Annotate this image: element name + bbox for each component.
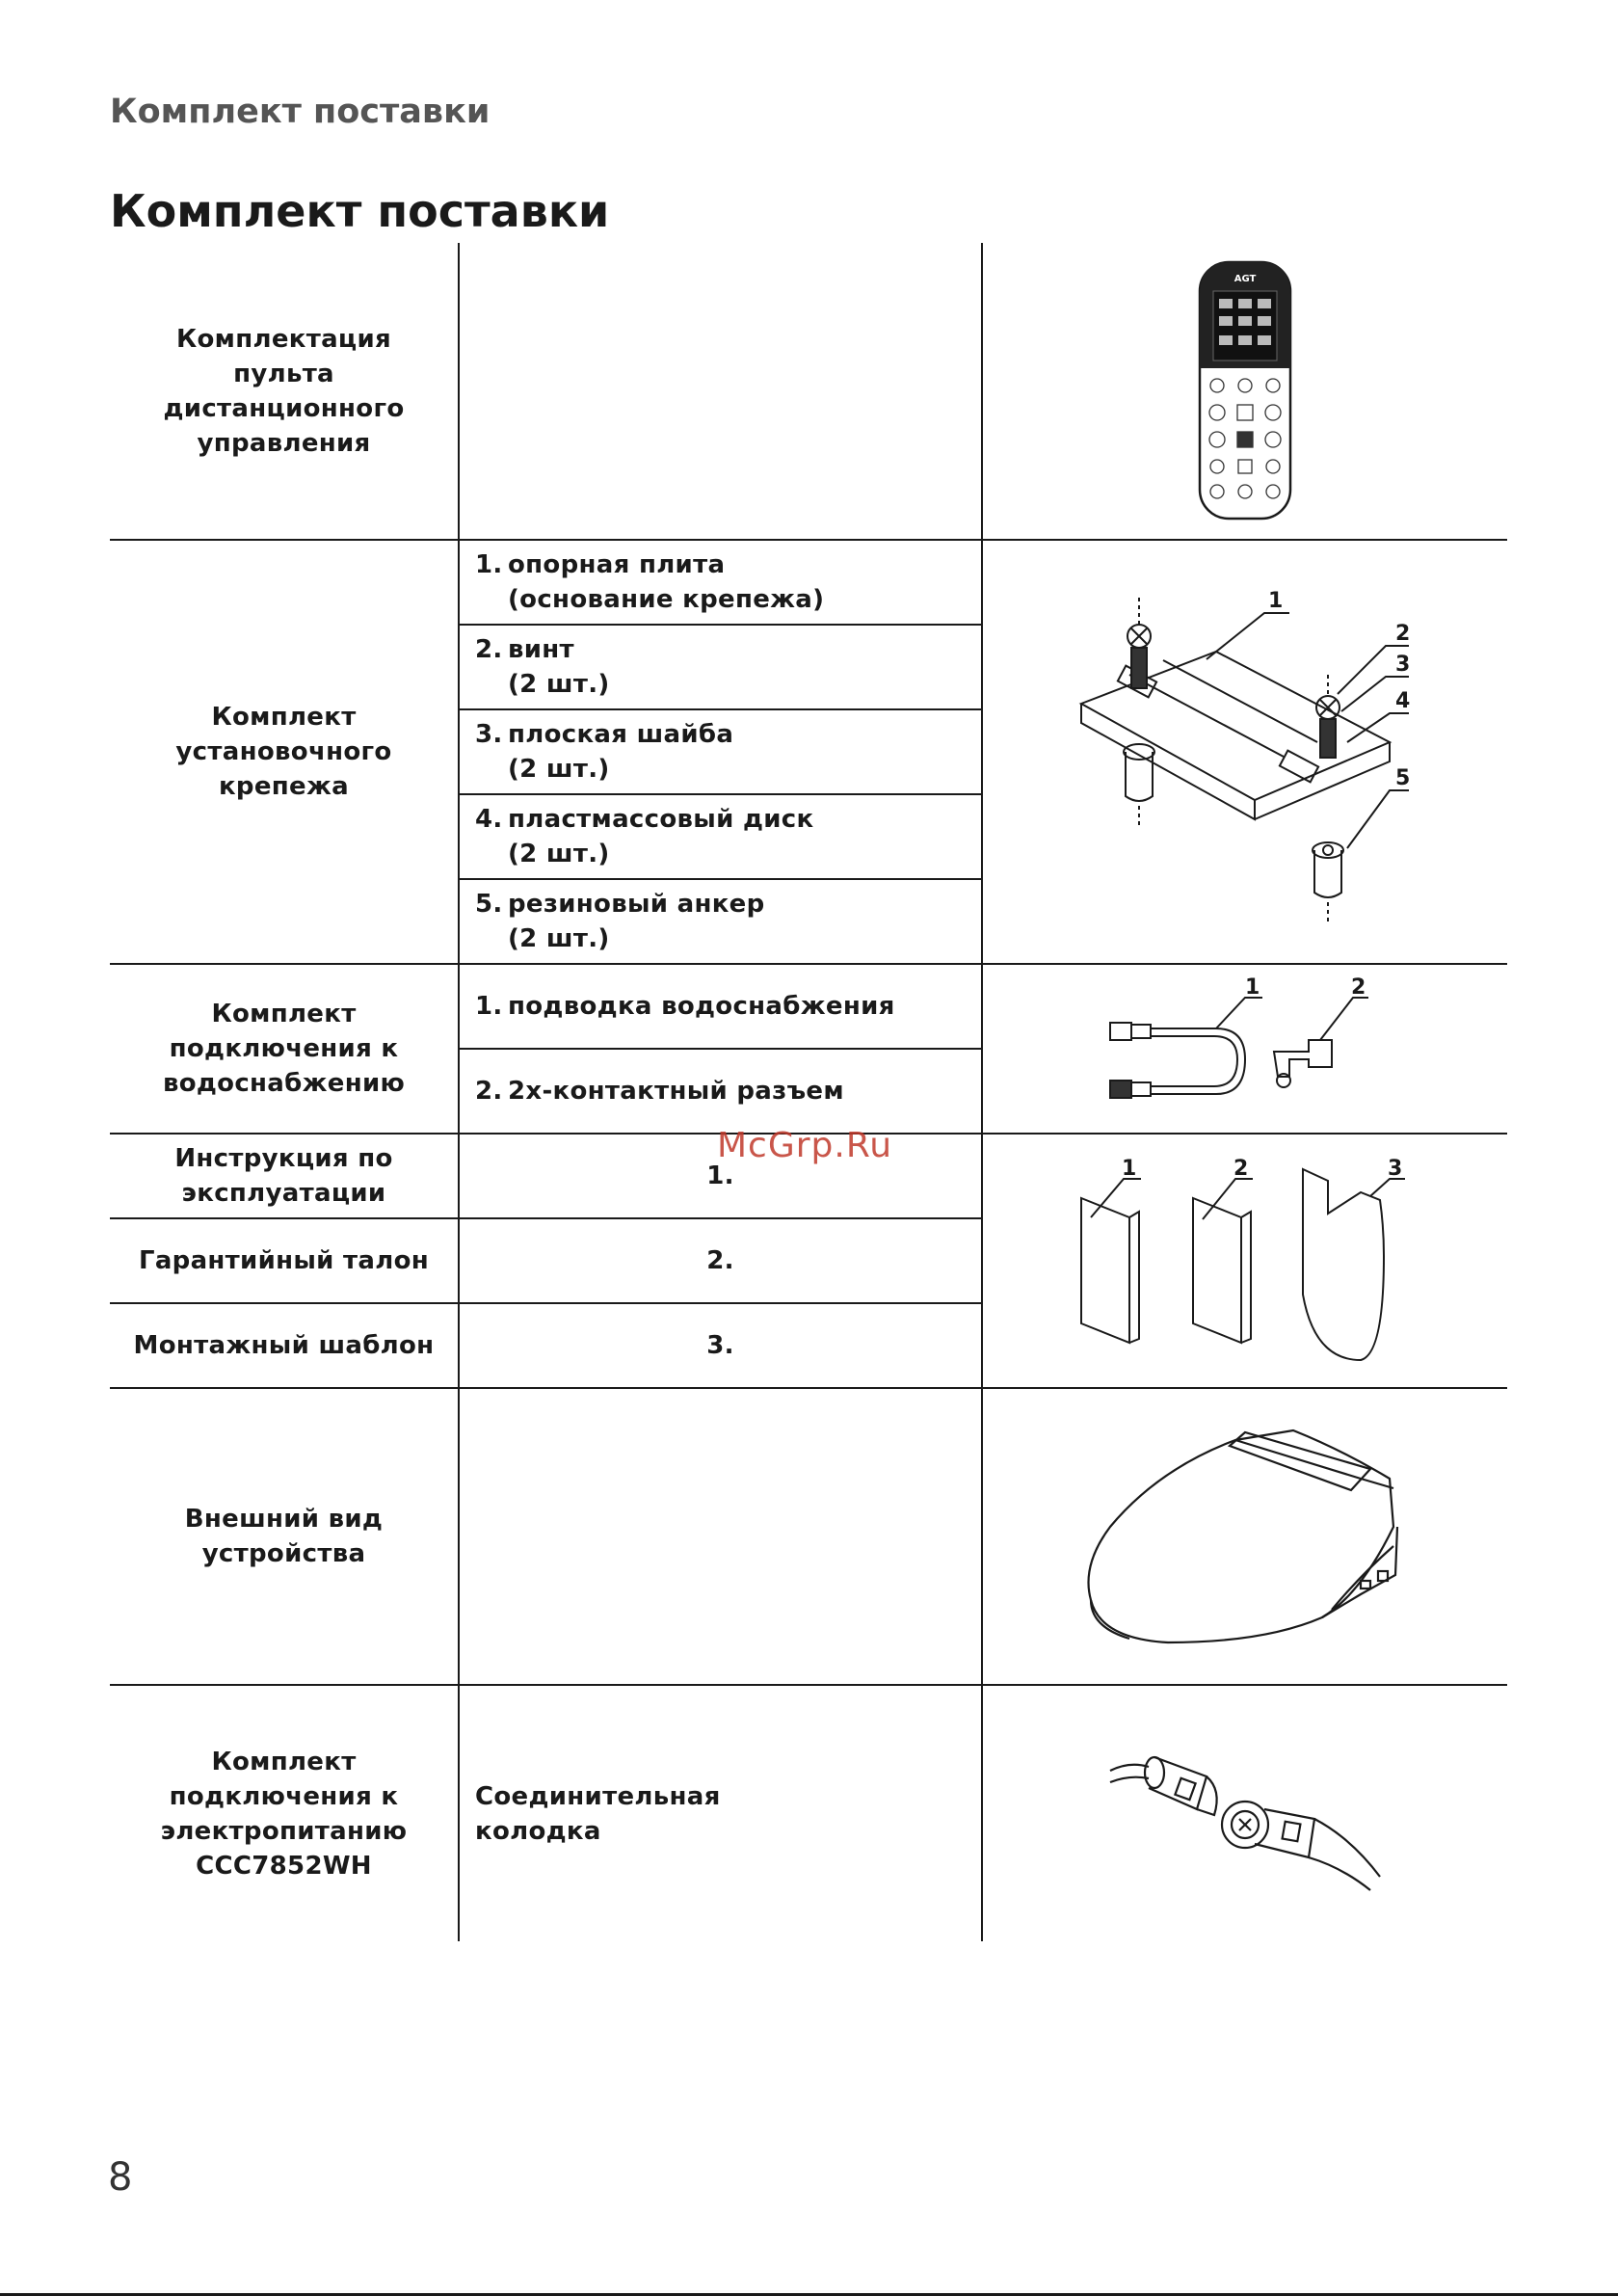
mount-item-3: 3. плоская шайба (2 шт.) [459, 709, 982, 794]
table-row [110, 964, 1507, 1049]
device-label: Внешний вид устройства [184, 1505, 384, 1568]
warranty-num: 2. [459, 1218, 982, 1303]
power-label-cell [110, 1685, 459, 1941]
water-item-1: 1. подводка водоснабжения [459, 964, 982, 1049]
water-label: Комплект подключения к водоснабжению [162, 1000, 406, 1098]
mount-item-1: 1. опорная плита (основание крепежа) [459, 540, 982, 625]
page-number: 8 [108, 2155, 133, 2200]
power-desc: Соединительная колодка [475, 1781, 721, 1846]
remote-brand: AGT [1233, 273, 1257, 284]
remote-label-cell [110, 243, 459, 540]
docs-image-cell [982, 1134, 1507, 1388]
mount-item-4: 4. пластмассовый диск (2 шт.) [459, 794, 982, 879]
documents-illustration [1062, 1150, 1428, 1372]
mount-image-cell [982, 540, 1507, 964]
docs-callout-1: 1 [1122, 1157, 1137, 1181]
mount-item-2: 2. винт (2 шт.) [459, 625, 982, 709]
device-desc-cell [459, 1388, 982, 1685]
power-label: Комплект подключения к электропитанию CCC7852WH [160, 1747, 408, 1881]
running-header: Комплект поставки [110, 93, 491, 131]
warranty-label-cell [110, 1218, 459, 1303]
table-row [110, 1388, 1507, 1685]
device-label-cell [110, 1388, 459, 1685]
delivery-kit-table [110, 243, 1507, 1941]
callout-3: 3 [1395, 653, 1411, 677]
device-image-cell [982, 1388, 1507, 1685]
mount-label: Комплект установочного крепежа [175, 703, 392, 801]
mount-label-cell [110, 540, 459, 964]
water-item-2: 2. 2х-контактный разъем [459, 1049, 982, 1134]
callout-2: 2 [1395, 622, 1411, 646]
table-row [110, 243, 1507, 540]
template-num: 3. [459, 1303, 982, 1388]
water-label-cell [110, 964, 459, 1134]
docs-callout-2: 2 [1233, 1157, 1249, 1181]
table-row [110, 1685, 1507, 1941]
template-label: Монтажный шаблон [133, 1331, 435, 1360]
manual-label-cell [110, 1134, 459, 1218]
callout-1: 1 [1268, 589, 1284, 613]
remote-desc-cell [459, 243, 982, 540]
power-connector-illustration [1101, 1732, 1390, 1896]
water-image-cell [982, 964, 1507, 1134]
manual-num: 1. [459, 1134, 982, 1218]
docs-callout-3: 3 [1388, 1157, 1403, 1181]
callout-5: 5 [1395, 766, 1411, 790]
remote-image-cell [982, 243, 1507, 540]
manual-label: Инструкция по эксплуатации [174, 1144, 393, 1208]
template-label-cell [110, 1303, 459, 1388]
remote-control-illustration [1192, 256, 1298, 526]
water-supply-illustration [1101, 976, 1390, 1121]
water-callout-2: 2 [1351, 976, 1366, 1000]
power-image-cell [982, 1685, 1507, 1941]
remote-label: Комплектация пульта дистанционного управления [163, 324, 405, 458]
bidet-seat-illustration [1072, 1411, 1419, 1662]
table-row [110, 540, 1507, 625]
watermark: McGrp.Ru [717, 1126, 893, 1165]
callout-4: 4 [1395, 689, 1411, 713]
mount-item-5: 5. резиновый анкер (2 шт.) [459, 879, 982, 964]
water-callout-1: 1 [1245, 976, 1260, 1000]
page-title: Комплект поставки [110, 185, 610, 237]
power-desc-cell [459, 1685, 982, 1941]
warranty-label: Гарантийный талон [138, 1246, 430, 1275]
mounting-kit-illustration [1062, 559, 1428, 945]
